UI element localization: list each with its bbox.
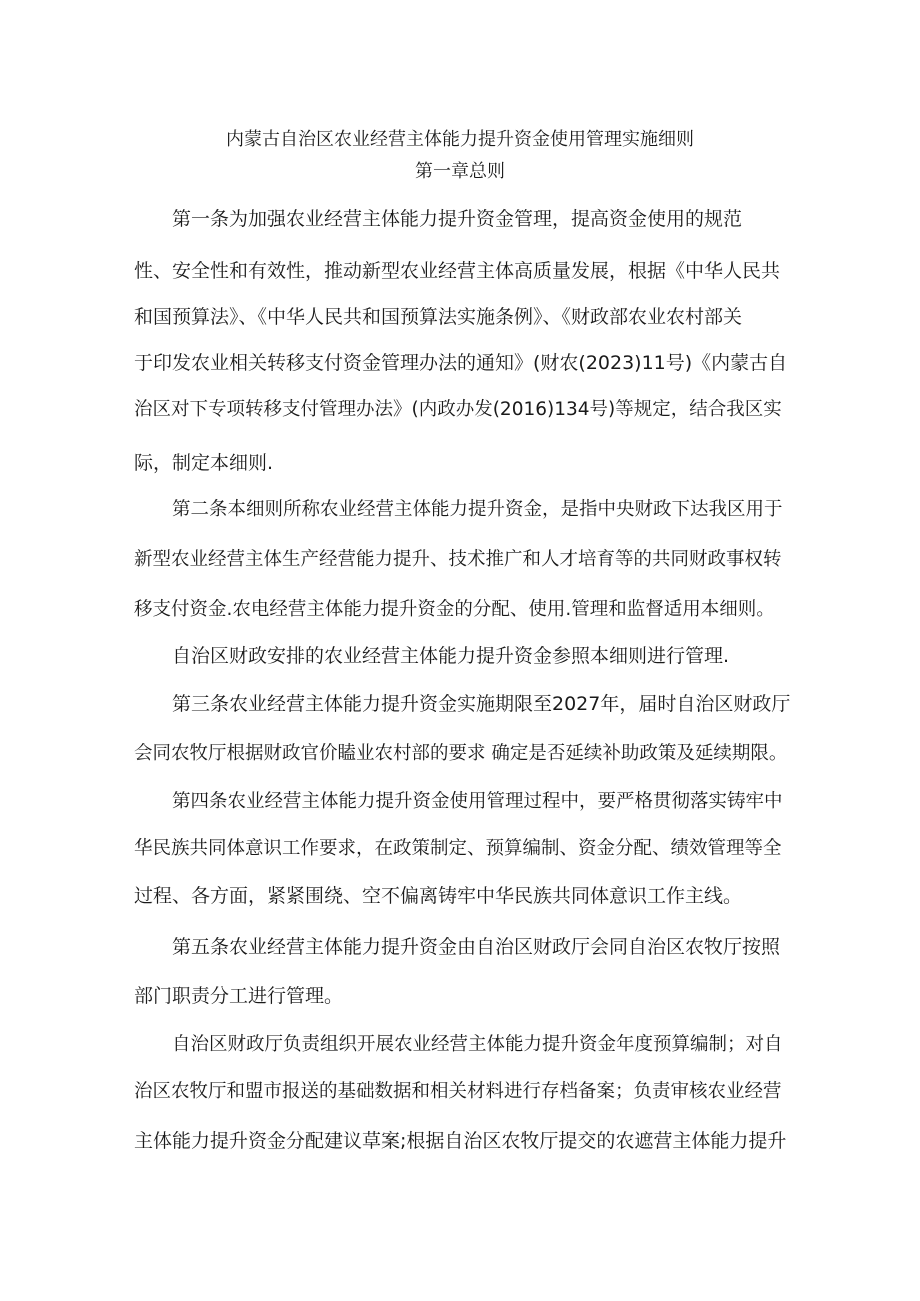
text-line: 华民族共同体意识工作要求，在政策制定、预算编制、资金分配、绩效管理等全 bbox=[134, 838, 782, 859]
text-line: 第三条农业经营主体能力提升资金实施期限至2027年，届时自治区财政厅 bbox=[172, 693, 791, 715]
text-line: 治区农牧厅和盟市报送的基础数据和相关材料进行存档备案；负责审核农业经营 bbox=[134, 1081, 782, 1102]
text-line: 移支付资金.农电经营主体能力提升资金的分配、使用.管理和监督适用本细则。 bbox=[134, 599, 775, 620]
text-line: 和国预算法》、《中华人民共和国预算法实施条例》、《财政部农业农村部关 bbox=[134, 306, 743, 328]
text-line: 自治区财政厅负责组织开展农业经营主体能力提升资金年度预算编制；对自 bbox=[172, 1034, 783, 1055]
text-line: 性、安全性和有效性，推动新型农业经营主体高质量发展，根据《中华人民共 bbox=[134, 260, 781, 282]
text-line: 治区对下专项转移支付管理办法》(内政办发(2016)134号)等规定，结合我区实 bbox=[134, 399, 782, 420]
text-line: 新型农业经营主体生产经营能力提升、技术推广和人才培育等的共同财政事权转 bbox=[134, 549, 782, 570]
text-line: 第一条为加强农业经营主体能力提升资金管理，提高资金使用的规范 bbox=[172, 208, 743, 230]
chapter-heading: 第一章总则 bbox=[415, 161, 505, 182]
text-line: 自治区财政安排的农业经营主体能力提升资金参照本细则进行管理. bbox=[172, 645, 730, 667]
text-line: 会同农牧厅根据财政官价瞌业农村部的要求 确定是否延续补助政策及延续期限。 bbox=[134, 743, 788, 764]
text-line: 主体能力提升资金分配建议草案;根据自治区农牧厅提交的农遮营主体能力提升 bbox=[134, 1130, 787, 1152]
text-line: 第二条本细则所称农业经营主体能力提升资金，是指中央财政下达我区用于 bbox=[172, 499, 783, 520]
text-line: 际，制定本细则. bbox=[134, 452, 274, 474]
text-line: 部门职责分工进行管理。 bbox=[134, 985, 344, 1007]
text-line: 第五条农业经营主体能力提升资金由自治区财政厅会同自治区农牧厅按照 bbox=[172, 936, 781, 958]
text-line: 第四条农业经营主体能力提升资金使用管理过程中，要严格贯彻落实铸牢中 bbox=[172, 791, 783, 812]
text-line: 于印发农业相关转移支付资金管理办法的通知》(财农(2023)11号)《内蒙古自 bbox=[134, 352, 788, 374]
text-line: 过程、各方面，紧紧围绕、空不偏离铸牢中华民族共同体意识工作主线。 bbox=[134, 885, 743, 907]
document-title: 内蒙古自治区农业经营主体能力提升资金使用管理实施细则 bbox=[226, 129, 694, 150]
